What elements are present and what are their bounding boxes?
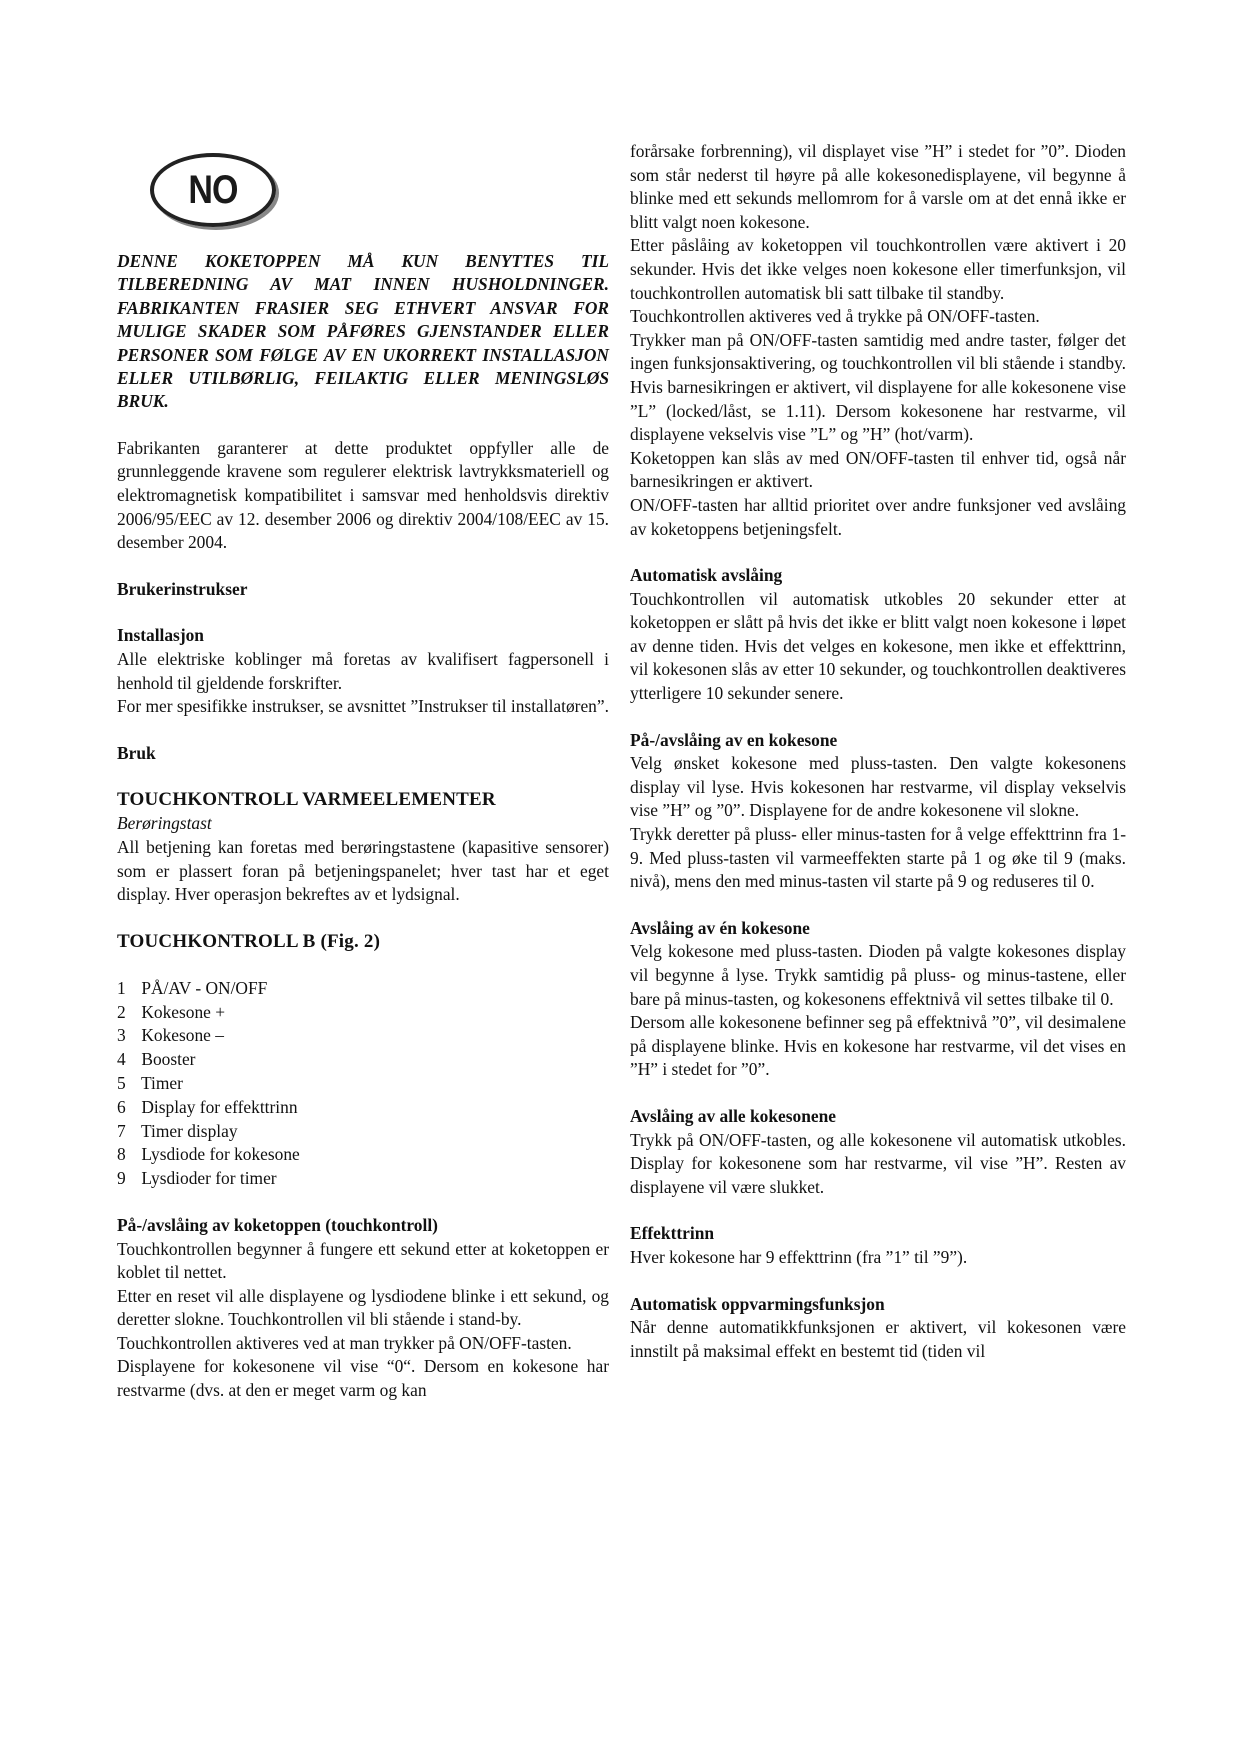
power-levels-text: Hver kokesone har 9 effekttrinn (fra ”1” til ”9”). — [630, 1246, 968, 1267]
single-zone-off-heading: Avslåing av én kokesone — [630, 917, 810, 938]
auto-heating-heading: Automatisk oppvarmingsfunksjon — [630, 1293, 885, 1314]
single-zone-off-text-2: Dersom alle kokesonene befinner seg på effektnivå ”0”, vil desimalene på displayene blinke. Hvis en kokesone har restvarme, vil det vises en ”H” i stedet for ”0”. — [630, 1012, 1126, 1080]
all-zones-off-heading: Avslåing av alle kokesonene — [630, 1105, 836, 1126]
hob-on-off-text-1: Touchkontrollen begynner å fungere ett sekund etter at koketoppen er koblet til nettet. — [117, 1238, 609, 1283]
list-item: 2 Kokesone + — [117, 1001, 226, 1022]
auto-off-text: Touchkontrollen vil automatisk utkobles 20 sekunder etter at koketoppen er slått på hvis det ikke er blitt valgt noen kokesone i løpet av denne tiden. Hvis det velges en kokesone, men ikke et effekttrinn, vil kokesonen slås av etter 10 sekunder, og touchkontrollen deaktiveres ytterligere 10 sekunder senere. — [630, 588, 1126, 704]
power-levels-heading: Effekttrinn — [630, 1223, 715, 1244]
list-item: 3 Kokesone – — [117, 1025, 224, 1046]
country-badge — [150, 153, 276, 227]
touch-control-text: All betjening kan foretas med berøringstastene (kapasitive sensorer) som er plassert foran på betjeningspanelet; hver tast har et eget display. Hver operasjon bekreftes av et lydsignal. — [117, 836, 609, 905]
zone-on-off-heading: På-/avslåing av en kokesone — [630, 729, 838, 750]
zone-on-off-text-2: Trykk deretter på pluss- eller minus-tasten for å velge effekttrinn fra 1-9. Med pluss-tasten vil varmeeffekten starte på 1 og øke til 9 (maks. nivå), mens den med minus-tasten vil starte på 9 og reduseres til 0. — [630, 824, 1126, 892]
continued-text-5: Koketoppen kan slås av med ON/OFF-tasten til enhver tid, også når barnesikringen er aktivert. — [630, 447, 1126, 492]
continued-text-6: ON/OFF-tasten har alltid prioritet over andre funksjoner ved avslåing av koketoppens betjeningsfelt. — [630, 494, 1126, 539]
hob-on-off-text-3: Touchkontrollen aktiveres ved at man trykker på ON/OFF-tasten. — [117, 1332, 572, 1353]
continued-text-1: forårsake forbrenning), vil displayet vise ”H” i stedet for ”0”. Dioden som står nederst til høyre på alle kokesonedisplayene, vil begynne å blinke med ett sekunds mellomrom for å varsle om at det ennå ikke er blitt valgt noen kokesone. — [630, 141, 1126, 232]
left-column — [117, 250, 609, 1403]
list-item: 8 Lysdiode for kokesone — [117, 1144, 300, 1165]
installation-text: Alle elektriske koblinger må foretas av kvalifisert fagpersonell i henhold til gjeldende forskrifter. — [117, 649, 609, 693]
continued-text-3: Touchkontrollen aktiveres ved å trykke på ON/OFF-tasten. — [630, 306, 1040, 327]
user-instructions-heading: Brukerinstrukser — [117, 578, 248, 599]
use-heading: Bruk — [117, 742, 156, 763]
hob-on-off-text-4: Displayene for kokesonene vil vise “0“. Dersom en kokesone har restvarme (dvs. at den er meget varm og kan — [117, 1356, 609, 1401]
hob-on-off-text-2: Etter en reset vil alle displayene og lysdiodene blinke i ett sekund, og deretter slokne. Touchkontrollen vil bli stående i stand-by. — [117, 1285, 609, 1330]
single-zone-off-text-1: Velg kokesone med pluss-tasten. Dioden på valgte kokesones display vil begynne å lyse. Trykk samtidig på pluss- og minus-tastene, eller bare på minus-tasten, og kokesonens effektnivå vil settes tilbake til 0. — [630, 941, 1126, 1009]
list-item: 6 Display for effekttrinn — [117, 1096, 298, 1117]
continued-text-4: Trykker man på ON/OFF-tasten samtidig med andre taster, følger det ingen funksjonsaktivering, og touchkontrollen vil bli stående i standby. Hvis barnesikringen er aktivert, vil displayene for alle kokesonene vise ”L” (locked/låst, se 1.11). Dersom kokesonene har restvarme, vil displayene vekselvis vise ”L” og ”H” (hot/varm). — [630, 329, 1126, 445]
list-item: 7 Timer display — [117, 1120, 238, 1141]
guarantee-text: Fabrikanten garanterer at dette produktet oppfyller alle de grunnleggende kravene som regulerer elektrisk lavtrykksmateriell og elektromagnetisk kompatibilitet i samsvar med henholdsvis direktiv 2006/95/EEC av 12. desember 2006 og direktiv 2004/108/EEC av 15. desember 2004. — [117, 437, 609, 553]
installation-text-2: For mer spesifikke instrukser, se avsnittet ”Instrukser til installatøren”. — [117, 696, 609, 717]
list-item: 1 PÅ/AV - ON/OFF — [117, 977, 268, 998]
installation-heading: Installasjon — [117, 625, 204, 646]
control-legend-list — [117, 977, 609, 1191]
country-code: NO — [188, 167, 238, 212]
zone-on-off-text-1: Velg ønsket kokesone med pluss-tasten. Den valgte kokesonens display vil lyse. Hvis kokesonen har restvarme, vil display vekselvis vise ”H” og ”0”. Displayene for de andre kokesonene vil slokne. — [630, 753, 1126, 821]
all-zones-off-text: Trykk på ON/OFF-tasten, og alle kokesonene vil automatisk utkobles. Display for kokesonene som har restvarme, vil vise ”H”. Resten av displayene vil være slukket. — [630, 1129, 1126, 1197]
auto-heating-text: Når denne automatikkfunksjonen er aktivert, vil kokesonen være innstilt på maksimal effekt en bestemt tid (tiden vil — [630, 1317, 1126, 1361]
auto-off-heading: Automatisk avslåing — [630, 565, 783, 586]
list-item: 4 Booster — [117, 1049, 196, 1070]
safety-warning: DENNE KOKETOPPEN MÅ KUN BENYTTES TIL TILBEREDNING AV MAT INNEN HUSHOLDNINGER. FABRIKANTEN FRASIER SEG ETHVERT ANSVAR FOR MULIGE SKADER SOM PÅFØRES GJENSTANDER ELLER PERSONER SOM FØLGE AV EN UKORREKT INSTALLASJON ELLER UTILBØRLIG, FEILAKTIG ELLER MENINGSLØS BRUK. — [117, 251, 609, 412]
hob-on-off-heading: På-/avslåing av koketoppen (touchkontroll) — [117, 1214, 438, 1235]
touch-control-b-heading: TOUCHKONTROLL B (Fig. 2) — [117, 930, 381, 952]
right-column — [630, 140, 1126, 1363]
list-item: 5 Timer — [117, 1072, 183, 1093]
touch-key-subheading: Berøringstast — [117, 813, 212, 834]
continued-text-2: Etter påslåing av koketoppen vil touchkontrollen være aktivert i 20 sekunder. Hvis det ikke velges noen kokesone eller timerfunksjon, vil touchkontrollen automatisk bli satt tilbake til standby. — [630, 235, 1126, 303]
touch-control-heading: TOUCHKONTROLL VARMEELEMENTER — [117, 789, 496, 811]
list-item: 9 Lysdioder for timer — [117, 1168, 277, 1189]
